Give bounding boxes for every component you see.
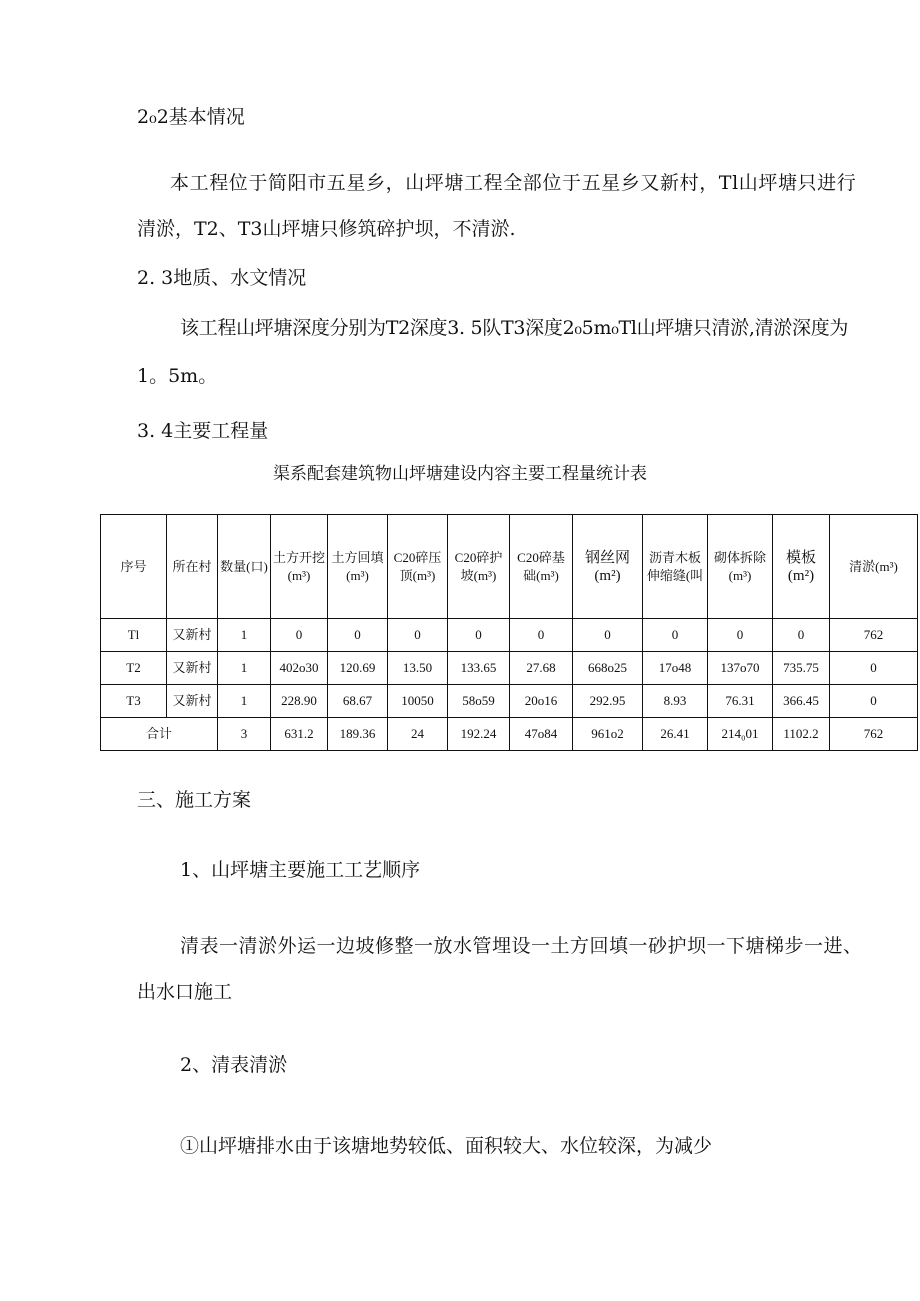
table-cell: 133.65 [448, 652, 510, 685]
table-cell: 192.24 [448, 718, 510, 751]
heading-section-3: 三、施工方案 [137, 789, 252, 811]
table-caption: 渠系配套建筑物山坪塘建设内容主要工程量统计表 [273, 464, 647, 484]
table-cell: 735.75 [773, 652, 830, 685]
header-cell: 模板(m²) [773, 515, 830, 619]
header-cell: 土方开挖(m³) [271, 515, 328, 619]
paragraph-line: 本工程位于简阳市五星乡，山坪塘工程全部位于五星乡又新村，Tl山坪塘只进行 [170, 172, 857, 194]
table-cell: 762 [830, 718, 918, 751]
table-cell: 58o59 [448, 685, 510, 718]
table-cell: 668o25 [573, 652, 643, 685]
table-cell: 0 [271, 619, 328, 652]
table-cell: 292.95 [573, 685, 643, 718]
table-cell: 402o30 [271, 652, 328, 685]
table-cell: 0 [573, 619, 643, 652]
paragraph-line: 出水口施工 [137, 981, 233, 1003]
paragraph-line: ①山坪塘排水由于该塘地势较低、面积较大、水位较深，为减少 [180, 1135, 713, 1157]
table-cell: 13.50 [388, 652, 448, 685]
table-cell: 24 [388, 718, 448, 751]
table-cell: Tl [101, 619, 167, 652]
table-cell: 17o48 [643, 652, 708, 685]
table-cell: 26.41 [643, 718, 708, 751]
table-cell: 又新村 [167, 685, 218, 718]
table-cell: 762 [830, 619, 918, 652]
table-cell: 137o70 [708, 652, 773, 685]
header-cell: 土方回填(m³) [328, 515, 388, 619]
heading-2-2: 2₀2基本情况 [137, 106, 245, 128]
table-cell: 27.68 [510, 652, 573, 685]
header-cell: C20碎护坡(m³) [448, 515, 510, 619]
table-row [101, 685, 918, 718]
table-cell: 1 [218, 619, 271, 652]
table-cell: 0 [830, 685, 918, 718]
table-cell: 0 [388, 619, 448, 652]
quantity-table [100, 514, 918, 751]
table-cell: 76.31 [708, 685, 773, 718]
total-label: 合计 [101, 718, 218, 751]
table-cell: T2 [101, 652, 167, 685]
table-header-row [101, 515, 918, 619]
table-cell: 47o84 [510, 718, 573, 751]
table-cell: 631.2 [271, 718, 328, 751]
table-cell: 8.93 [643, 685, 708, 718]
header-cell: 砌体拆除(m³) [708, 515, 773, 619]
paragraph-line: 清淤，T2、T3山坪塘只修筑碎护坝，不清淤. [137, 218, 516, 240]
table-total-row [101, 718, 918, 751]
paragraph-line: 1。5m。 [137, 365, 218, 387]
paragraph-line: 该工程山坪塘深度分别为T2深度3. 5队T3深度2₀5m₀Tl山坪塘只清淤,清淤深度为 [180, 317, 849, 339]
table-cell: 0 [773, 619, 830, 652]
header-cell: 钢丝网(m²) [573, 515, 643, 619]
table-cell: 1 [218, 685, 271, 718]
heading-2-3: 2. 3地质、水文情况 [137, 267, 307, 289]
table-cell: 0 [708, 619, 773, 652]
header-cell: 数量(口) [218, 515, 271, 619]
table-cell: 1102.2 [773, 718, 830, 751]
table-cell: 0 [643, 619, 708, 652]
header-cell: 沥青木板伸缩缝(叫 [643, 515, 708, 619]
table-cell: 1 [218, 652, 271, 685]
table-cell: 3 [218, 718, 271, 751]
header-cell: C20碎基础(m³) [510, 515, 573, 619]
table-cell: 10050 [388, 685, 448, 718]
table-row [101, 619, 918, 652]
table-cell: 120.69 [328, 652, 388, 685]
header-cell: C20碎压顶(m³) [388, 515, 448, 619]
table-cell: 366.45 [773, 685, 830, 718]
table-cell: 0 [830, 652, 918, 685]
header-cell: 所在村 [167, 515, 218, 619]
subheading-1: 1、山坪塘主要施工工艺顺序 [180, 859, 421, 881]
table-cell: 214₀01 [708, 718, 773, 751]
table-cell: 0 [328, 619, 388, 652]
table-cell: 又新村 [167, 619, 218, 652]
table-cell: 0 [510, 619, 573, 652]
table-cell: T3 [101, 685, 167, 718]
table-cell: 228.90 [271, 685, 328, 718]
table-cell: 961o2 [573, 718, 643, 751]
table-cell: 又新村 [167, 652, 218, 685]
header-cell: 清淤(m³) [830, 515, 918, 619]
header-cell: 序号 [101, 515, 167, 619]
table-cell: 0 [448, 619, 510, 652]
heading-3-4: 3. 4主要工程量 [137, 420, 269, 442]
paragraph-line: 清表一清淤外运一边坡修整一放水管埋设一土方回填一砂护坝一下塘梯步一进、 [180, 935, 863, 957]
table-row [101, 652, 918, 685]
table-cell: 189.36 [328, 718, 388, 751]
table-cell: 20o16 [510, 685, 573, 718]
subheading-2: 2、清表清淤 [180, 1054, 288, 1076]
table-cell: 68.67 [328, 685, 388, 718]
